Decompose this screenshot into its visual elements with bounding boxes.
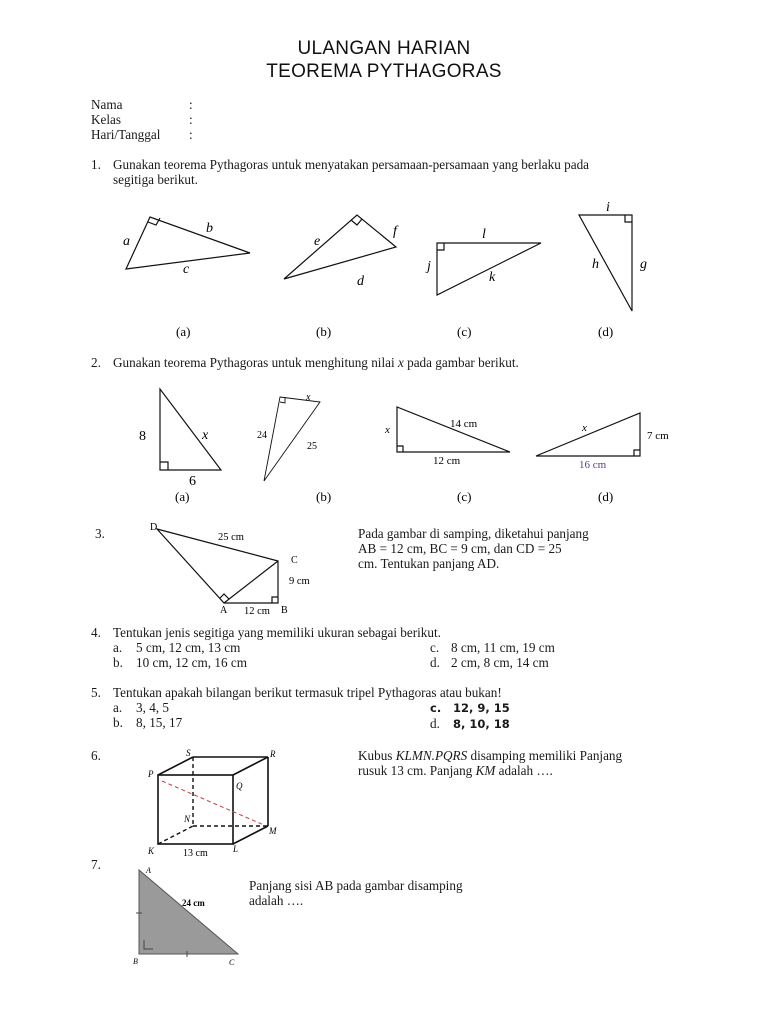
q5-option-d-label: d. bbox=[430, 716, 440, 731]
q1b-label-e: e bbox=[314, 234, 321, 249]
q6-label-R: R bbox=[270, 749, 276, 759]
q1c-label-j: j bbox=[427, 259, 431, 274]
q2d-label-16cm: 16 cm bbox=[579, 459, 607, 471]
kelas-colon: : bbox=[189, 112, 193, 127]
q2a-caption: (a) bbox=[175, 489, 190, 504]
q2-text bbox=[113, 355, 519, 370]
q4-option-b: 10 cm, 12 cm, 16 cm bbox=[136, 655, 247, 670]
q5-number: 5. bbox=[91, 685, 101, 700]
q2-text-pre: Gunakan teorema Pythagoras untuk menghitung nilai bbox=[113, 355, 398, 370]
q2-number: 2. bbox=[91, 355, 101, 370]
q1c-label-k: k bbox=[489, 270, 496, 285]
q1-figures bbox=[0, 195, 768, 345]
q4-number: 4. bbox=[91, 625, 101, 640]
q2c-label-14cm: 14 cm bbox=[450, 418, 478, 430]
q1-number: 1. bbox=[91, 157, 101, 172]
q3-label-B: B bbox=[281, 605, 288, 616]
q3-label-12cm: 12 cm bbox=[244, 606, 270, 617]
q2b-label-24: 24 bbox=[257, 430, 267, 441]
title-line-1: ULANGAN HARIAN bbox=[297, 38, 471, 59]
nama-colon: : bbox=[189, 97, 193, 112]
q6-text-pre1: Kubus bbox=[358, 748, 396, 763]
q2c-label-x: x bbox=[385, 424, 390, 436]
q6-label-S: S bbox=[186, 748, 191, 758]
q7-label-B: B bbox=[133, 957, 138, 966]
q1a-label-b: b bbox=[206, 221, 213, 236]
q4-option-a-label: a. bbox=[113, 640, 123, 655]
q3-label-C: C bbox=[291, 555, 298, 566]
q7-number: 7. bbox=[91, 857, 101, 872]
q6-cube-figure bbox=[140, 745, 290, 863]
q7-figure bbox=[130, 862, 250, 968]
q1a-label-c: c bbox=[183, 262, 190, 277]
q5-option-a: 3, 4, 5 bbox=[136, 700, 169, 715]
q7-label-C: C bbox=[229, 958, 235, 967]
q6-label-M: M bbox=[269, 826, 277, 836]
q5-option-a-label: a. bbox=[113, 700, 123, 715]
q2a-label-6: 6 bbox=[189, 474, 196, 489]
q6-cube bbox=[158, 757, 268, 844]
q2-figures bbox=[0, 385, 768, 510]
q2-triangle-d bbox=[536, 413, 640, 456]
q6-text-line-1 bbox=[358, 748, 622, 763]
q2-text-post: pada gambar berikut. bbox=[403, 355, 519, 370]
q1-triangle-c bbox=[437, 243, 541, 295]
q5-option-b-label: b. bbox=[113, 715, 123, 730]
q6-number: 6. bbox=[91, 748, 101, 763]
q7-text-line-2: adalah …. bbox=[249, 893, 304, 908]
q3-label-A: A bbox=[220, 605, 228, 616]
q4-option-d-label: d. bbox=[430, 655, 440, 670]
q1c-caption: (c) bbox=[457, 324, 472, 339]
q6-label-13cm: 13 cm bbox=[183, 848, 208, 859]
q3-label-D: D bbox=[150, 522, 158, 533]
q3-figure bbox=[140, 517, 340, 621]
q2a-label-8: 8 bbox=[139, 429, 146, 444]
q7-text-line-1: Panjang sisi AB pada gambar disamping bbox=[249, 878, 463, 893]
q6-text-var2: KM bbox=[475, 763, 496, 778]
q2-triangle-b bbox=[264, 397, 320, 481]
q4-option-b-label: b. bbox=[113, 655, 123, 670]
q6-cube-hidden-edges bbox=[158, 757, 268, 844]
q4-option-c-label: c. bbox=[430, 640, 440, 655]
q1-text-line-1: Gunakan teorema Pythagoras untuk menyatakan persamaan-persamaan yang berlaku pada bbox=[113, 157, 590, 172]
q7-triangle bbox=[139, 870, 238, 954]
q1c-label-l: l bbox=[482, 227, 486, 242]
kelas-label: Kelas bbox=[91, 112, 122, 127]
title-line-2: TEOREMA PYTHAGORAS bbox=[266, 61, 502, 82]
q7-label-A: A bbox=[146, 866, 151, 875]
q3-text-line-3: cm. Tentukan panjang AD. bbox=[358, 556, 500, 571]
q2b-label-25: 25 bbox=[307, 441, 317, 452]
q4-option-c: 8 cm, 11 cm, 19 cm bbox=[451, 640, 555, 655]
q1d-caption: (d) bbox=[598, 324, 614, 339]
q2d-caption: (d) bbox=[598, 489, 614, 504]
q4-option-a: 5 cm, 12 cm, 13 cm bbox=[136, 640, 241, 655]
q6-text-post1: disamping memiliki Panjang bbox=[467, 748, 623, 763]
q2-triangle-a bbox=[160, 389, 221, 470]
q2-text-var: x bbox=[397, 355, 404, 370]
q6-text-line-2 bbox=[358, 763, 553, 778]
q3-text-line-2: AB = 12 cm, BC = 9 cm, dan CD = 25 bbox=[358, 541, 562, 556]
tanggal-colon: : bbox=[189, 127, 193, 142]
q6-label-K: K bbox=[148, 846, 155, 856]
q1a-caption: (a) bbox=[176, 324, 191, 339]
q6-diagonal bbox=[162, 781, 264, 825]
q3-label-9cm: 9 cm bbox=[289, 576, 310, 587]
q2b-label-x: x bbox=[306, 392, 311, 403]
q1d-label-g: g bbox=[640, 257, 647, 272]
q2c-caption: (c) bbox=[457, 489, 472, 504]
q6-label-N: N bbox=[184, 814, 191, 824]
q1b-caption: (b) bbox=[316, 324, 332, 339]
q6-text-post2: adalah …. bbox=[495, 763, 553, 778]
q1d-label-h: h bbox=[592, 257, 599, 272]
q3-text-line-1: Pada gambar di samping, diketahui panjang bbox=[358, 526, 589, 541]
q2c-label-12cm: 12 cm bbox=[433, 455, 461, 467]
q5-option-c: 12, 9, 15 bbox=[453, 701, 510, 715]
q2d-label-7cm: 7 cm bbox=[647, 430, 669, 442]
q6-label-L: L bbox=[233, 844, 239, 854]
q7-label-24cm: 24 cm bbox=[182, 898, 205, 908]
q3-label-25cm: 25 cm bbox=[218, 532, 244, 543]
q6-text-var1: KLMN.PQRS bbox=[395, 748, 468, 763]
q2d-label-x: x bbox=[582, 422, 587, 434]
q5-text: Tentukan apakah bilangan berikut termasuk tripel Pythagoras atau bukan! bbox=[113, 685, 502, 700]
q5-option-c-label: c. bbox=[430, 701, 442, 715]
q1-text-line-2: segitiga berikut. bbox=[113, 172, 198, 187]
q1d-label-i: i bbox=[606, 200, 610, 215]
q6-label-P: P bbox=[148, 769, 154, 779]
q1-triangle-b bbox=[284, 215, 396, 279]
q3-number: 3. bbox=[95, 526, 105, 541]
q2b-caption: (b) bbox=[316, 489, 332, 504]
tanggal-label: Hari/Tanggal bbox=[91, 127, 161, 142]
q6-text-pre2: rusuk 13 cm. Panjang bbox=[358, 763, 476, 778]
q1b-label-f: f bbox=[393, 224, 397, 239]
q5-option-d: 8, 10, 18 bbox=[453, 717, 510, 731]
q4-text: Tentukan jenis segitiga yang memiliki ukuran sebagai berikut. bbox=[113, 625, 441, 640]
q6-label-Q: Q bbox=[236, 781, 243, 791]
q2a-label-x: x bbox=[202, 428, 209, 443]
q1b-label-d: d bbox=[357, 274, 364, 289]
q4-option-d: 2 cm, 8 cm, 14 cm bbox=[451, 655, 549, 670]
q1-triangle-d bbox=[579, 215, 632, 311]
nama-label: Nama bbox=[91, 97, 123, 112]
q1a-label-a: a bbox=[123, 234, 130, 249]
q5-option-b: 8, 15, 17 bbox=[136, 715, 183, 730]
